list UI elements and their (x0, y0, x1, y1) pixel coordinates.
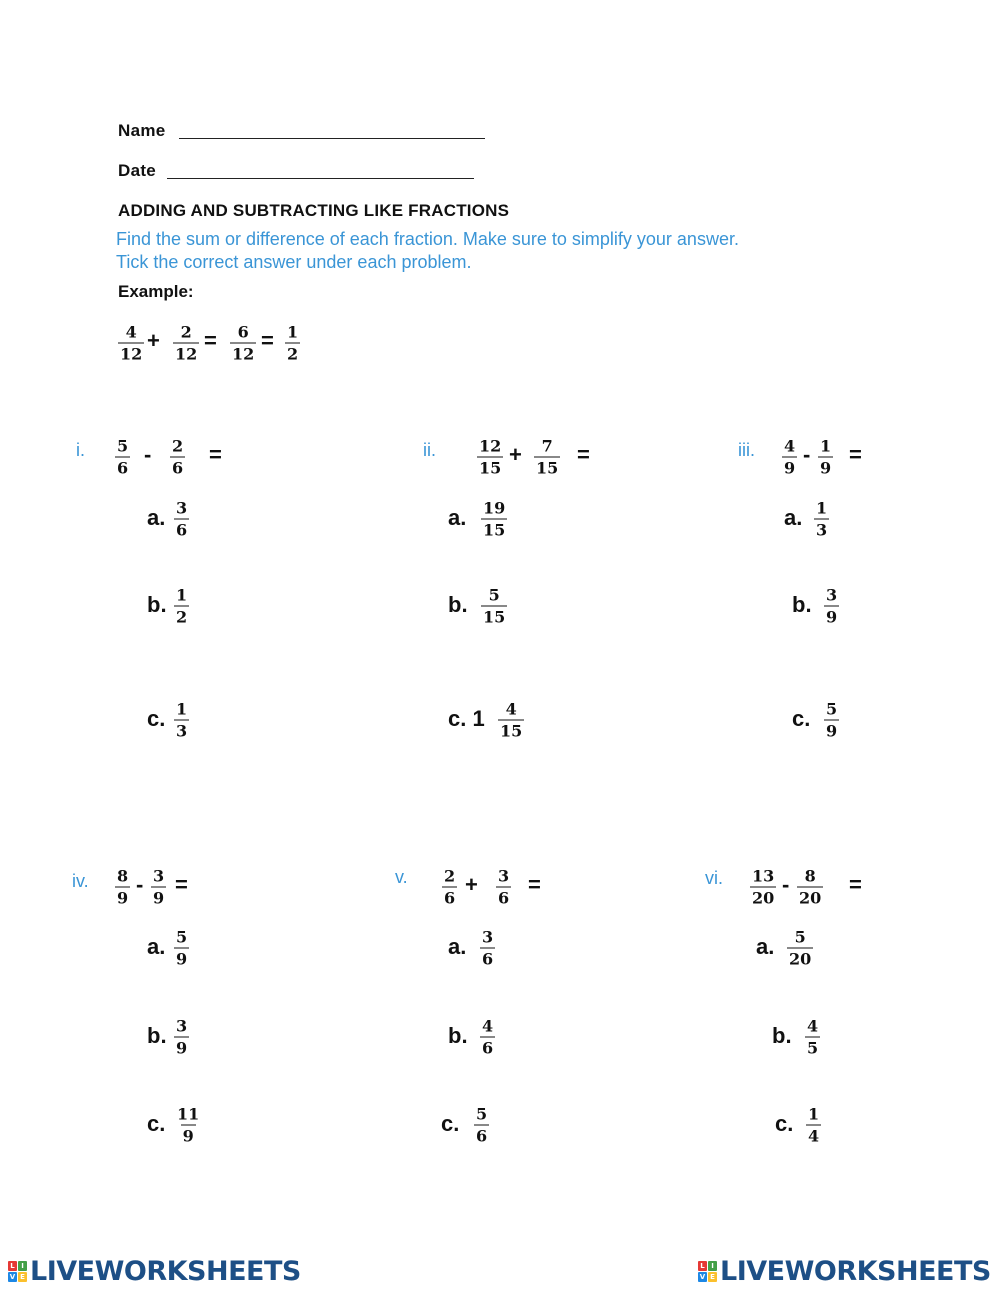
option-a-fraction[interactable] (480, 929, 495, 968)
denominator: 6 (498, 888, 510, 908)
denominator: 4 (808, 1126, 820, 1146)
logo-icon-cell: E (18, 1272, 27, 1282)
problem-equals: = (209, 442, 222, 467)
numerator: 3 (176, 498, 188, 518)
numerator: 19 (483, 498, 506, 518)
problem-numeral: ii. (423, 440, 436, 460)
numerator: 11 (177, 1104, 200, 1124)
numerator: 5 (488, 585, 500, 605)
example-label: Example: (118, 282, 194, 301)
example-fraction-3 (230, 324, 256, 363)
option-b-label[interactable]: b. (147, 592, 167, 617)
name-field[interactable] (179, 138, 485, 139)
problem-fraction-2 (496, 868, 511, 907)
numerator: 2 (180, 322, 192, 342)
option-b-label[interactable]: b. (792, 592, 812, 617)
denominator: 15 (536, 458, 559, 478)
denominator: 9 (176, 949, 188, 969)
option-b-fraction[interactable] (174, 1018, 189, 1057)
denominator: 9 (826, 721, 838, 741)
denominator: 5 (807, 1038, 819, 1058)
numerator: 5 (176, 927, 188, 947)
numerator: 4 (807, 1016, 819, 1036)
problem-equals: = (175, 872, 188, 897)
problem-operator: - (782, 872, 790, 897)
example-equals-2: = (261, 328, 274, 353)
logo-icon-cell: V (9, 1273, 16, 1281)
denominator: 20 (799, 888, 822, 908)
example-operator: + (147, 328, 160, 353)
option-c-label[interactable]: c. (147, 706, 166, 731)
logo-icon-cell: L (8, 1261, 17, 1271)
option-a-fraction[interactable] (481, 500, 507, 539)
date-field[interactable] (167, 178, 474, 179)
numerator: 1 (808, 1104, 820, 1124)
problem-fraction-2 (797, 868, 823, 907)
option-a-label[interactable]: a. (448, 505, 467, 530)
option-c-label[interactable]: c. (775, 1111, 794, 1136)
numerator: 7 (541, 436, 553, 456)
option-b-fraction[interactable] (805, 1018, 820, 1057)
option-a-label[interactable]: a. (784, 505, 803, 530)
denominator: 6 (117, 458, 129, 478)
option-c-fraction[interactable] (175, 1106, 201, 1145)
logo-icon-cell: E (708, 1272, 717, 1282)
option-a-label[interactable]: a. (147, 934, 166, 959)
option-c-fraction[interactable] (474, 1106, 489, 1145)
denominator: 6 (444, 888, 456, 908)
numerator: 4 (482, 1016, 494, 1036)
problem-numeral: vi. (705, 868, 723, 888)
option-b-fraction[interactable] (824, 587, 839, 626)
problem-operator: + (465, 872, 478, 897)
problem-fraction-1 (442, 868, 457, 907)
numerator: 8 (804, 866, 816, 886)
numerator: 5 (794, 927, 806, 947)
numerator: 3 (176, 1016, 188, 1036)
liveworksheets-icon (8, 1261, 27, 1282)
option-a-fraction[interactable] (174, 500, 189, 539)
instruction-line-1: Find the sum or difference of each fraction. Make sure to simplify your answer. (116, 229, 739, 249)
denominator: 15 (483, 607, 506, 627)
option-b-label[interactable]: b. (147, 1023, 167, 1048)
denominator: 6 (482, 949, 494, 969)
option-b-label[interactable]: b. (772, 1023, 792, 1048)
denominator: 12 (120, 344, 143, 364)
logo-icon-cell: L (698, 1261, 707, 1271)
denominator: 3 (176, 721, 188, 741)
numerator: 4 (784, 436, 796, 456)
numerator: 1 (816, 498, 828, 518)
numerator: 1 (176, 585, 188, 605)
numerator: 1 (287, 322, 299, 342)
logo-icon-cell: I (18, 1261, 27, 1271)
option-c-label[interactable]: c. (147, 1111, 166, 1136)
worksheet-title: ADDING AND SUBTRACTING LIKE FRACTIONS (118, 201, 510, 220)
numerator: 1 (820, 436, 832, 456)
liveworksheets-icon (698, 1261, 717, 1282)
numerator: 12 (479, 436, 502, 456)
problem-operator: - (136, 872, 144, 897)
option-c-label[interactable]: c. 1 (448, 706, 485, 731)
option-a-fraction[interactable] (814, 500, 829, 539)
denominator: 9 (820, 458, 832, 478)
option-c-fraction[interactable] (498, 701, 524, 740)
option-c-label[interactable]: c. (792, 706, 811, 731)
denominator: 12 (175, 344, 198, 364)
denominator: 20 (789, 949, 812, 969)
liveworksheets-logo-left (8, 1256, 301, 1287)
denominator: 6 (476, 1126, 488, 1146)
option-c-label[interactable]: c. (441, 1111, 460, 1136)
problem-fraction-2 (534, 438, 560, 477)
denominator: 15 (500, 721, 523, 741)
example-fraction-4 (285, 324, 300, 363)
denominator: 2 (287, 344, 299, 364)
problem-fraction-1 (477, 438, 503, 477)
numerator: 5 (826, 699, 838, 719)
numerator: 4 (125, 322, 137, 342)
logo-icon-cell: V (699, 1273, 706, 1281)
problem-numeral: iv. (72, 871, 89, 891)
option-a-label[interactable]: a. (147, 505, 166, 530)
denominator: 6 (482, 1038, 494, 1058)
numerator: 2 (172, 436, 184, 456)
numerator: 2 (444, 866, 456, 886)
denominator: 3 (816, 520, 828, 540)
denominator: 9 (784, 458, 796, 478)
problem-equals: = (849, 442, 862, 467)
numerator: 4 (505, 699, 517, 719)
denominator: 9 (176, 1038, 188, 1058)
option-c-fraction[interactable] (806, 1106, 821, 1145)
option-b-label[interactable]: b. (448, 592, 468, 617)
numerator: 5 (117, 436, 129, 456)
logo-text: LIVEWORKSHEETS (720, 1256, 991, 1287)
problem-equals: = (849, 872, 862, 897)
option-a-label[interactable]: a. (448, 934, 467, 959)
denominator: 15 (479, 458, 502, 478)
numerator: 6 (237, 322, 249, 342)
option-b-fraction[interactable] (174, 587, 189, 626)
problem-operator: - (803, 442, 811, 467)
problem-fraction-1 (115, 438, 130, 477)
denominator: 12 (232, 344, 255, 364)
denominator: 20 (752, 888, 775, 908)
denominator: 9 (153, 888, 165, 908)
option-b-label[interactable]: b. (448, 1023, 468, 1048)
problem-operator: - (144, 442, 152, 467)
denominator: 9 (182, 1126, 194, 1146)
problem-fraction-2 (818, 438, 833, 477)
numerator: 13 (752, 866, 775, 886)
option-b-fraction[interactable] (480, 1018, 495, 1057)
option-c-fraction[interactable] (824, 701, 839, 740)
option-a-label[interactable]: a. (756, 934, 775, 959)
option-a-fraction[interactable] (174, 929, 189, 968)
problem-operator: + (509, 442, 522, 467)
problem-fraction-1 (750, 868, 776, 907)
problem-numeral: iii. (738, 440, 755, 460)
denominator: 9 (826, 607, 838, 627)
date-label: Date (118, 161, 157, 180)
denominator: 9 (117, 888, 129, 908)
example-fraction-1 (118, 324, 144, 363)
problem-equals: = (528, 872, 541, 897)
numerator: 3 (153, 866, 165, 886)
problem-fraction-2 (151, 868, 166, 907)
liveworksheets-logo-right (698, 1256, 991, 1287)
problem-fraction-2 (170, 438, 185, 477)
numerator: 3 (826, 585, 838, 605)
problem-equals: = (577, 442, 590, 467)
denominator: 15 (483, 520, 506, 540)
numerator: 3 (482, 927, 494, 947)
problem-fraction-1 (115, 868, 130, 907)
numerator: 5 (476, 1104, 488, 1124)
problem-numeral: i. (76, 440, 85, 460)
numerator: 3 (498, 866, 510, 886)
numerator: 8 (117, 866, 129, 886)
name-label: Name (118, 121, 166, 140)
denominator: 6 (176, 520, 188, 540)
option-a-fraction[interactable] (787, 929, 813, 968)
option-c-fraction[interactable] (174, 701, 189, 740)
problem-fraction-1 (782, 438, 797, 477)
option-b-fraction[interactable] (481, 587, 507, 626)
denominator: 6 (172, 458, 184, 478)
numerator: 1 (176, 699, 188, 719)
logo-text: LIVEWORKSHEETS (30, 1256, 301, 1287)
example-fraction-2 (173, 324, 199, 363)
problem-numeral: v. (395, 867, 408, 887)
denominator: 2 (176, 607, 188, 627)
instruction-line-2: Tick the correct answer under each problem. (116, 252, 472, 272)
example-equals-1: = (204, 328, 217, 353)
logo-icon-cell: I (708, 1261, 717, 1271)
